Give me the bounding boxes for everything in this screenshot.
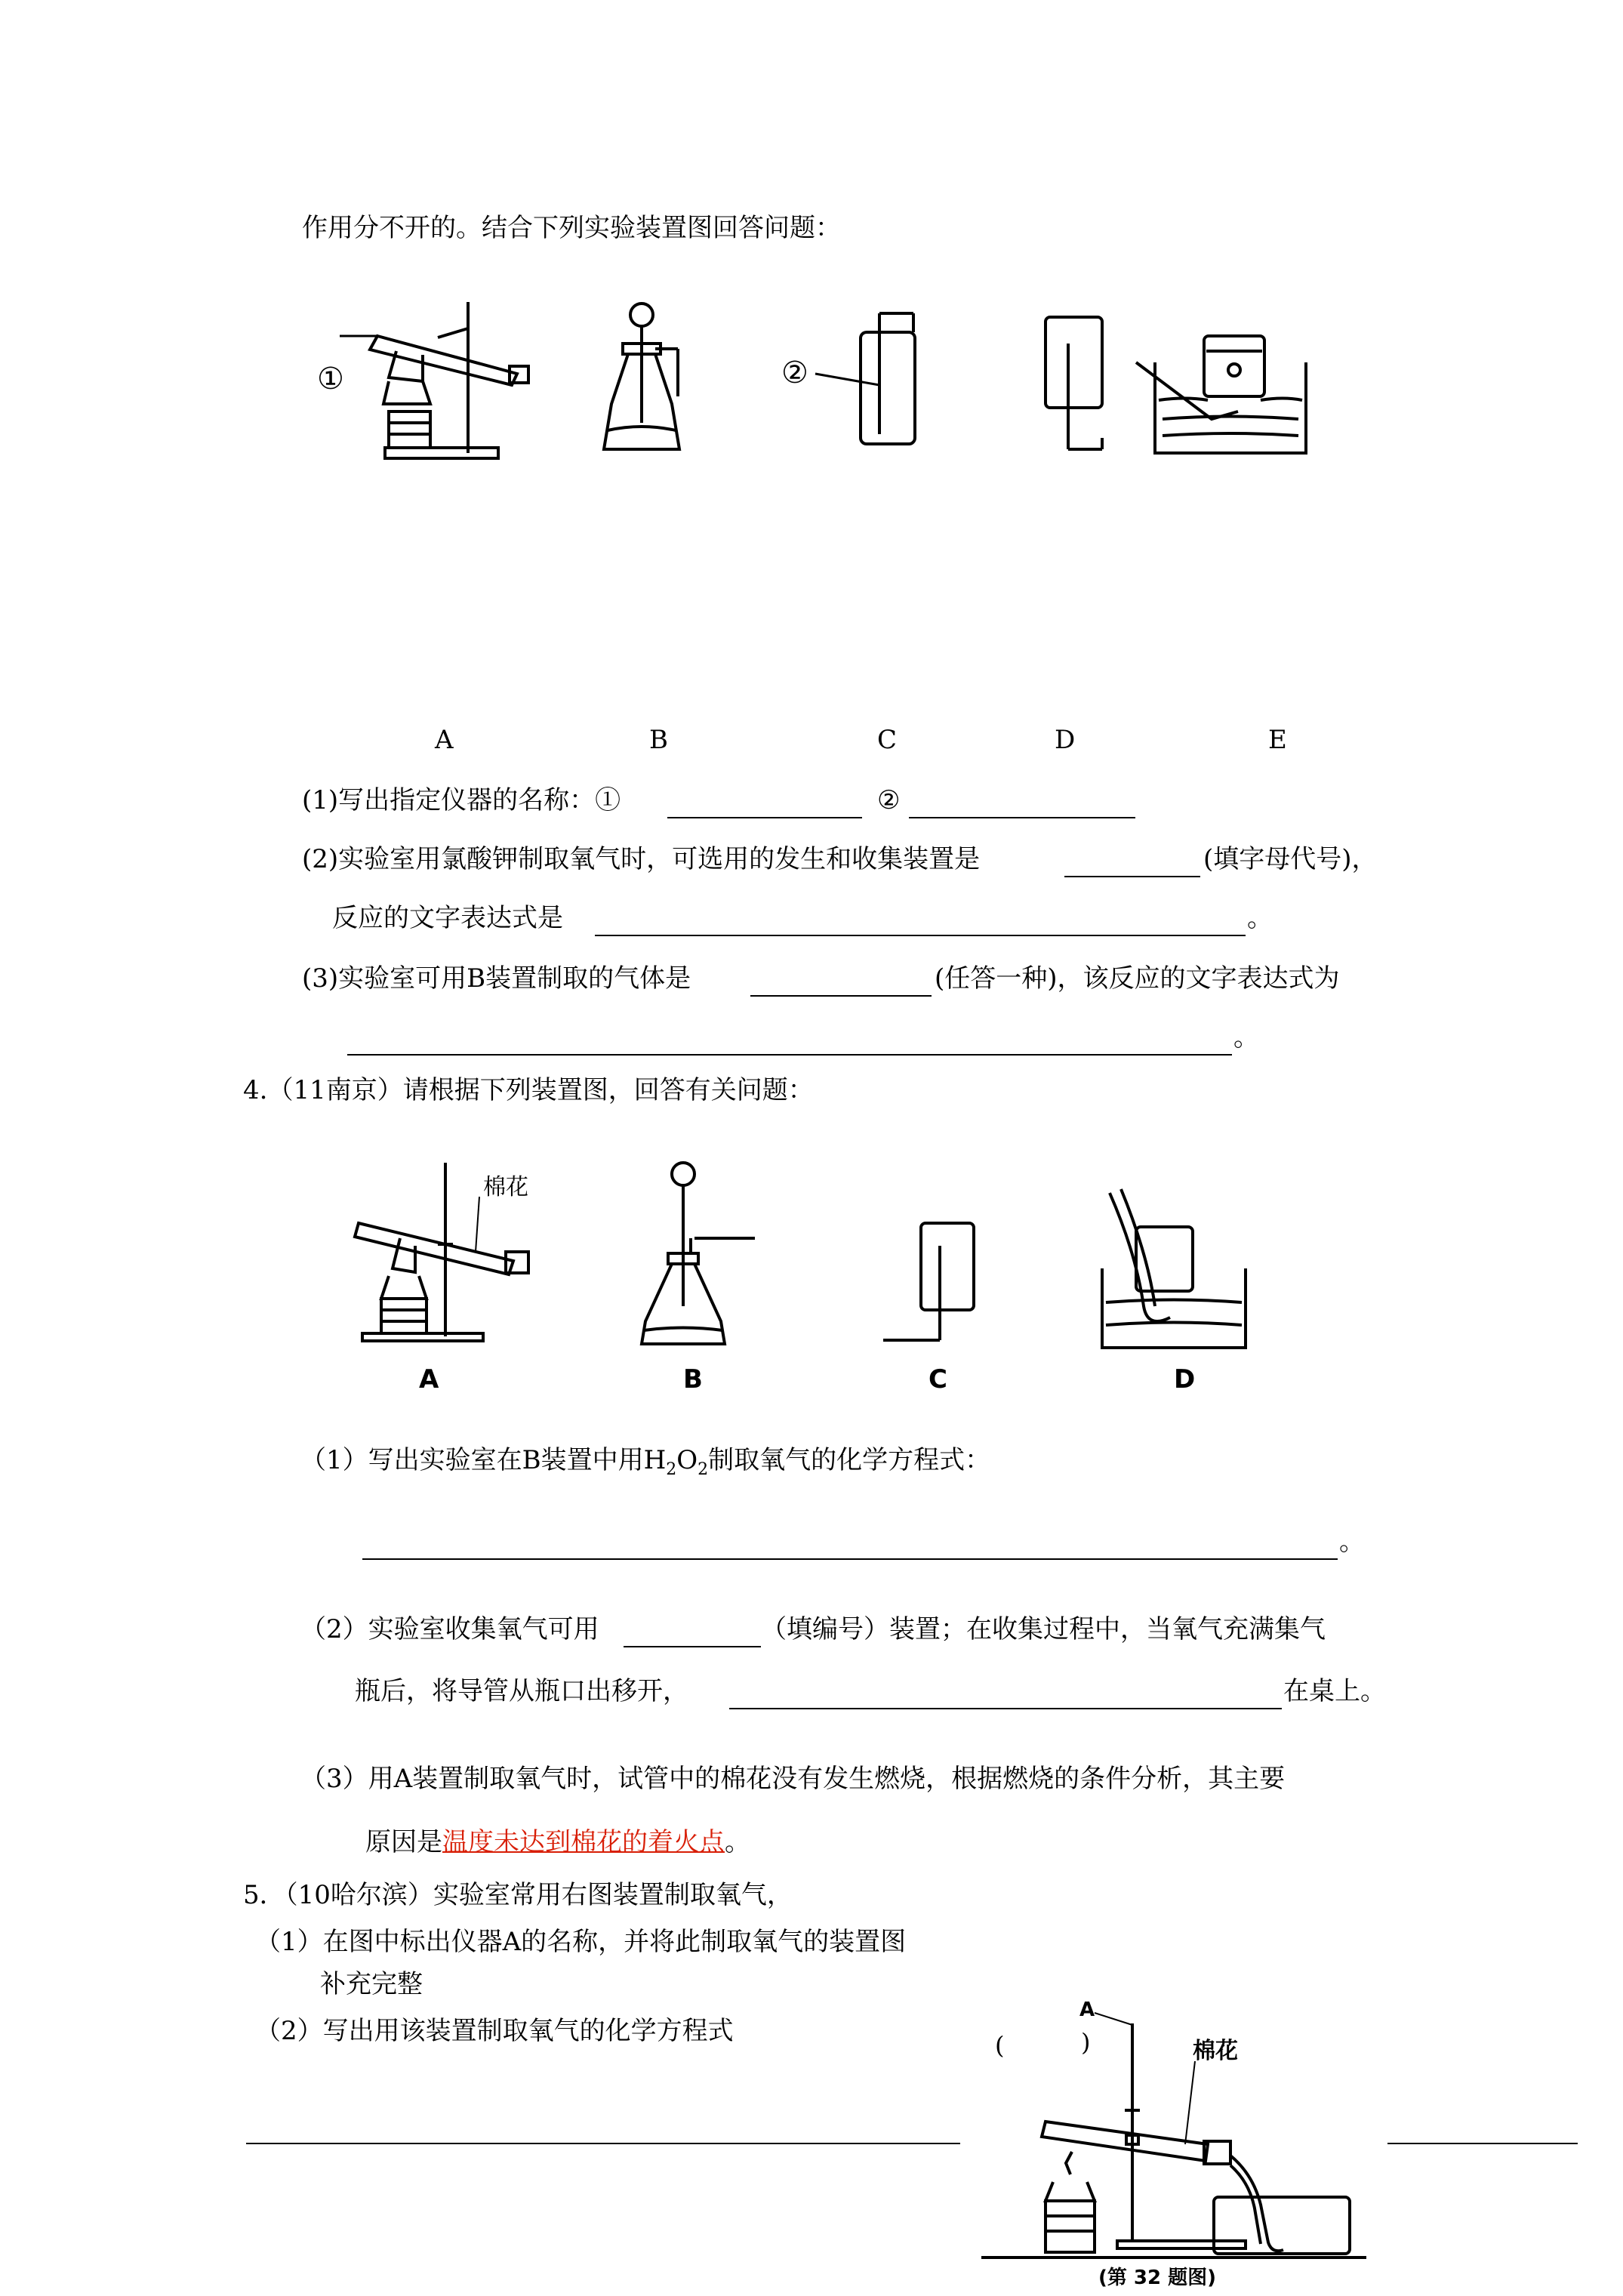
circle-1-label: ① xyxy=(317,362,344,396)
q3-part3-text: (3)实验室可用B装置制取的气体是 xyxy=(302,963,691,994)
q4-answer-blank-2[interactable] xyxy=(624,1646,761,1647)
q3-answer-blank-6[interactable] xyxy=(347,1054,1232,1056)
q4-answer-text: 温度未达到棉花的着火点 xyxy=(442,1827,725,1857)
q3-part2b-tail: 。 xyxy=(1247,903,1273,933)
q5-apparatus-figure xyxy=(981,1993,1374,2291)
q4-apparatus-d xyxy=(1102,1189,1246,1348)
q3-fig-label-b: B xyxy=(649,725,668,755)
q3-apparatus-e xyxy=(1136,336,1306,453)
q3-apparatus-b xyxy=(604,304,679,449)
q4-part3-text: （3）用A装置制取氧气时，试管中的棉花没有发生燃烧，根据燃烧的条件分析，其主要 xyxy=(300,1764,1286,1794)
q3-answer-blank-3[interactable] xyxy=(1064,876,1200,877)
q4-answer-blank-3[interactable] xyxy=(729,1708,1282,1709)
q3-apparatus-d xyxy=(1046,317,1102,449)
q4-part2-text: （2）实验室收集氧气可用 xyxy=(300,1614,599,1644)
q5-answer-blank-right[interactable] xyxy=(1387,2143,1578,2144)
q5-part1-text: （1）在图中标出仪器A的名称，并将此制取氧气的装置图 xyxy=(255,1927,907,1957)
q4-header: 4.（11南京）请根据下列装置图，回答有关问题： xyxy=(243,1075,814,1105)
q4-apparatus-b xyxy=(642,1163,755,1344)
q4-fig-label-d: D xyxy=(1174,1364,1196,1395)
q5-header: 5．（10哈尔滨）实验室常用右图装置制取氧气， xyxy=(243,1880,793,1910)
q3-part2-tail: (填字母代号)， xyxy=(1203,844,1378,874)
q4-fig-label-a: A xyxy=(419,1364,439,1395)
q3-fig-label-e: E xyxy=(1268,725,1287,755)
q4-apparatus-figure xyxy=(347,1155,1283,1404)
q5-answer-blank-left[interactable] xyxy=(246,2143,960,2144)
q3-answer-blank-4[interactable] xyxy=(595,935,1246,936)
q3-fig-label-a: A xyxy=(435,725,454,755)
circle-2-label: ② xyxy=(781,356,808,390)
q4-part1b-tail: 。 xyxy=(1339,1527,1365,1557)
q4-fig-label-b: B xyxy=(683,1364,703,1395)
q3-answer-blank-5[interactable] xyxy=(750,995,932,997)
q4-part2b-tail: 在桌上。 xyxy=(1283,1676,1386,1706)
q5-part1b-text: 补充完整 xyxy=(320,1969,423,1999)
q3-fig-label-d: D xyxy=(1055,725,1076,755)
q4-part1-text: （1）写出实验室在B装置中用$H_2O_2$制取氧气的化学方程式： xyxy=(300,1445,991,1479)
q3-part1-mid: ② xyxy=(877,785,901,815)
q4-part2-tail: （填编号）装置；在收集过程中，当氧气充满集气 xyxy=(761,1614,1326,1644)
q4-answer-blank-1[interactable] xyxy=(362,1558,1338,1560)
fig-paren-right: ) xyxy=(1081,2028,1091,2057)
cotton-label: 棉花 xyxy=(483,1174,528,1200)
q3-part2-text: (2)实验室用氯酸钾制取氧气时，可选用的发生和收集装置是 xyxy=(302,844,981,874)
fig-paren-left: ( xyxy=(995,2031,1005,2060)
fig-caption: (第 32 题图) xyxy=(1098,2267,1217,2289)
q3-part1-text: (1)写出指定仪器的名称：① xyxy=(302,785,621,815)
q3-apparatus-a xyxy=(340,302,528,458)
q5-part2-text: （2）写出用该装置制取氧气的化学方程式 xyxy=(255,2016,734,2046)
q3-apparatus-figure xyxy=(317,291,1412,472)
q3-part3-tail: (任答一种)，该反应的文字表达式为 xyxy=(935,963,1340,994)
fig-cotton-label: 棉花 xyxy=(1193,2038,1238,2064)
q3-fig-label-c: C xyxy=(877,725,898,755)
intro-text: 作用分不开的。结合下列实验装置图回答问题： xyxy=(302,213,841,243)
q3-part3b-tail: 。 xyxy=(1233,1022,1259,1052)
q4-part3b-text: 原因是温度未达到棉花的着火点。 xyxy=(365,1827,750,1857)
q4-apparatus-c xyxy=(883,1223,974,1340)
fig-label-a: A xyxy=(1079,1999,1095,2021)
q3-part2b-text: 反应的文字表达式是 xyxy=(332,903,563,933)
q3-answer-blank-2[interactable] xyxy=(909,817,1135,818)
q4-part2b-text: 瓶后，将导管从瓶口出移开， xyxy=(355,1676,688,1706)
q3-answer-blank-1[interactable] xyxy=(667,817,862,818)
q3-apparatus-c xyxy=(815,313,915,444)
q4-fig-label-c: C xyxy=(929,1364,947,1395)
